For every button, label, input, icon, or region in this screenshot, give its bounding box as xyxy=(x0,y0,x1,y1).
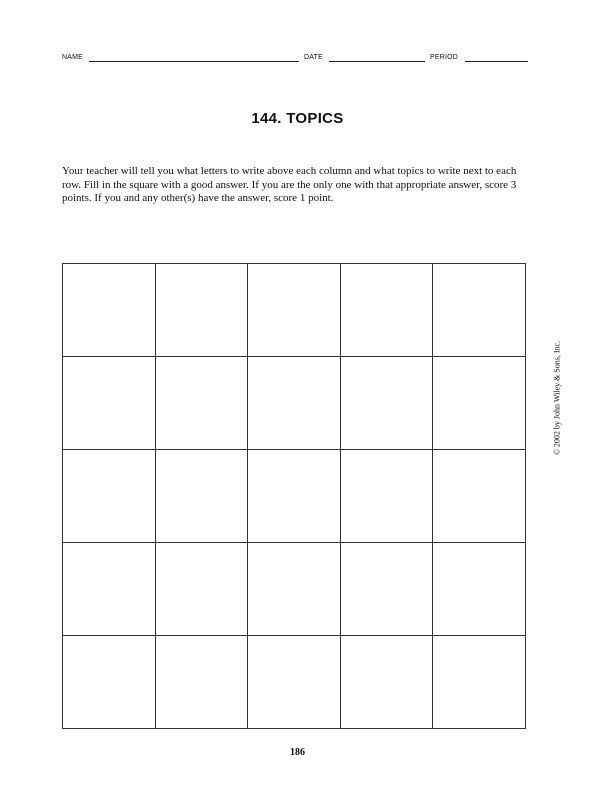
grid-cell xyxy=(63,450,156,543)
grid-cell xyxy=(340,357,433,450)
grid-cell xyxy=(155,636,248,729)
grid-cell xyxy=(248,636,341,729)
grid-cell xyxy=(63,357,156,450)
instructions-text: Your teacher will tell you what letters to write above each column and what topics to write next to each row. Fill in the square with a good answer. If you are the only one with that appropriate answer, score 3 points. If you and any other(s) have the answer, score 1 point. xyxy=(62,165,517,204)
grid-cell xyxy=(340,636,433,729)
grid-cell xyxy=(340,543,433,636)
grid-cell xyxy=(248,357,341,450)
grid-cell xyxy=(433,636,526,729)
name-label: NAME xyxy=(62,54,84,61)
grid-cell xyxy=(433,543,526,636)
grid-cell xyxy=(433,450,526,543)
period-blank xyxy=(465,61,528,62)
grid-row xyxy=(63,636,526,729)
page-number: 186 xyxy=(290,747,305,758)
grid-cell xyxy=(248,450,341,543)
grid-cell xyxy=(433,264,526,357)
grid-cell xyxy=(155,357,248,450)
grid-row xyxy=(63,357,526,450)
student-info-line xyxy=(62,54,532,66)
name-blank xyxy=(89,61,299,62)
grid-cell xyxy=(63,543,156,636)
grid-cell xyxy=(248,264,341,357)
grid-row xyxy=(63,450,526,543)
grid-cell xyxy=(433,357,526,450)
grid-cell xyxy=(340,450,433,543)
topics-grid xyxy=(62,263,526,729)
period-label: PERIOD xyxy=(430,54,459,61)
grid-cell xyxy=(155,264,248,357)
grid-cell xyxy=(155,450,248,543)
page-title: 144. TOPICS xyxy=(251,110,344,127)
grid-cell xyxy=(155,543,248,636)
grid-row xyxy=(63,264,526,357)
date-blank xyxy=(329,61,425,62)
grid-cell xyxy=(248,543,341,636)
grid-cell xyxy=(63,636,156,729)
grid-cell xyxy=(63,264,156,357)
grid-row xyxy=(63,543,526,636)
copyright-notice: © 2002 by John Wiley & Sons, Inc. xyxy=(552,340,562,456)
date-label: DATE xyxy=(304,54,323,61)
grid-cell xyxy=(340,264,433,357)
